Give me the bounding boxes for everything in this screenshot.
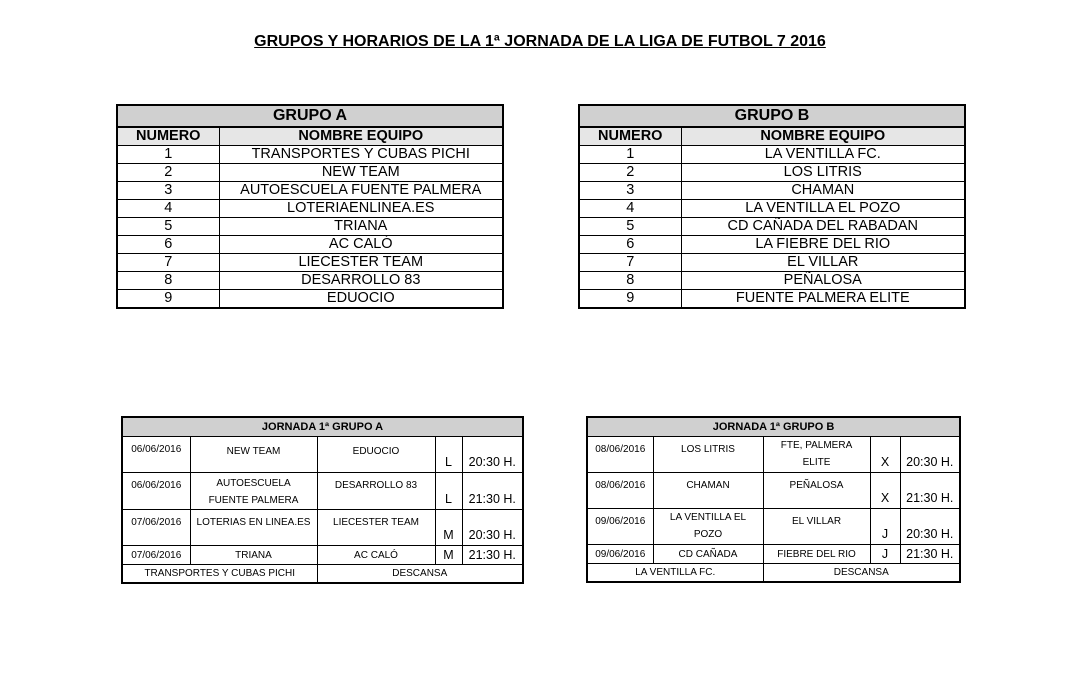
table-row <box>579 236 965 254</box>
table-row <box>579 290 965 309</box>
match-day: X <box>870 437 900 473</box>
table-row <box>587 473 960 509</box>
match-time: 21:30 H. <box>462 546 523 565</box>
table-row <box>122 473 523 510</box>
team-name: DESARROLLO 83 <box>219 272 503 290</box>
match-day: M <box>435 546 462 565</box>
home-team: TRIANA <box>190 546 317 565</box>
table-row <box>122 437 523 473</box>
table-row <box>579 254 965 272</box>
match-time: 21:30 H. <box>462 473 523 510</box>
team-name: TRANSPORTES Y CUBAS PICHI <box>219 146 503 164</box>
rest-label: DESCANSA <box>763 564 960 582</box>
team-name: NEW TEAM <box>219 164 503 182</box>
match-time: 21:30 H. <box>900 473 960 509</box>
page-title: GRUPOS Y HORARIOS DE LA 1ª JORNADA DE LA LIGA DE FUTBOL 7 2016 <box>254 33 826 50</box>
rest-team: TRANSPORTES Y CUBAS PICHI <box>122 565 317 583</box>
match-day: L <box>435 473 462 510</box>
rest-team: LA VENTILLA FC. <box>587 564 763 582</box>
rest-row <box>122 565 523 583</box>
home-team: LA VENTILLA EL POZO <box>653 509 763 545</box>
table-row <box>117 236 503 254</box>
team-number: 4 <box>117 200 219 218</box>
away-team: EDUOCIO <box>317 437 435 473</box>
grupo-b-header: GRUPO B <box>579 105 965 127</box>
away-team: EL VILLAR <box>763 509 870 545</box>
match-day: J <box>870 509 900 545</box>
away-team: DESARROLLO 83 <box>317 473 435 510</box>
table-row <box>587 509 960 545</box>
team-number: 2 <box>117 164 219 182</box>
team-number: 7 <box>117 254 219 272</box>
match-day: J <box>870 545 900 564</box>
table-row <box>117 200 503 218</box>
rest-label: DESCANSA <box>317 565 523 583</box>
team-number: 5 <box>579 218 681 236</box>
grupo-b-table <box>578 104 966 309</box>
match-time: 20:30 H. <box>462 510 523 546</box>
away-team: LIECESTER TEAM <box>317 510 435 546</box>
table-row <box>117 254 503 272</box>
team-number: 7 <box>579 254 681 272</box>
team-name: FUENTE PALMERA ELITE <box>681 290 965 309</box>
team-name: LA FIEBRE DEL RIO <box>681 236 965 254</box>
match-date: 07/06/2016 <box>122 510 190 546</box>
match-day: L <box>435 437 462 473</box>
table-row <box>117 164 503 182</box>
team-number: 8 <box>579 272 681 290</box>
team-number: 2 <box>579 164 681 182</box>
match-date: 08/06/2016 <box>587 437 653 473</box>
team-number: 5 <box>117 218 219 236</box>
home-team: LOTERIAS EN LINEA.ES <box>190 510 317 546</box>
match-time: 21:30 H. <box>900 545 960 564</box>
team-number: 1 <box>579 146 681 164</box>
team-name: LA VENTILLA EL POZO <box>681 200 965 218</box>
team-number: 3 <box>117 182 219 200</box>
table-row <box>117 146 503 164</box>
team-number: 9 <box>117 290 219 309</box>
match-date: 07/06/2016 <box>122 546 190 565</box>
team-name: AC CALÓ <box>219 236 503 254</box>
home-team: NEW TEAM <box>190 437 317 473</box>
table-row <box>117 218 503 236</box>
team-name: LOS LITRIS <box>681 164 965 182</box>
match-date: 09/06/2016 <box>587 509 653 545</box>
table-row <box>579 164 965 182</box>
team-number: 4 <box>579 200 681 218</box>
team-name: LA VENTILLA FC. <box>681 146 965 164</box>
team-number: 6 <box>117 236 219 254</box>
grupo-b-col-nombre: NOMBRE EQUIPO <box>681 127 965 146</box>
table-row <box>117 272 503 290</box>
team-number: 6 <box>579 236 681 254</box>
grupo-a-col-numero: NUMERO <box>117 127 219 146</box>
table-row <box>579 272 965 290</box>
jornada-a-header: JORNADA 1ª GRUPO A <box>122 417 523 437</box>
home-team: LOS LITRIS <box>653 437 763 473</box>
team-name: AUTOESCUELA FUENTE PALMERA <box>219 182 503 200</box>
grupo-b-col-numero: NUMERO <box>579 127 681 146</box>
team-name: CHAMAN <box>681 182 965 200</box>
table-row <box>579 182 965 200</box>
table-row <box>587 437 960 473</box>
jornada-b-table <box>586 416 961 583</box>
away-team: FTE, PALMERA ELITE <box>763 437 870 473</box>
table-row <box>117 290 503 309</box>
team-name: EDUOCIO <box>219 290 503 309</box>
home-team: CHAMAN <box>653 473 763 509</box>
match-date: 09/06/2016 <box>587 545 653 564</box>
rest-row <box>587 564 960 582</box>
team-number: 8 <box>117 272 219 290</box>
team-number: 3 <box>579 182 681 200</box>
match-time: 20:30 H. <box>900 509 960 545</box>
away-team: FIEBRE DEL RIO <box>763 545 870 564</box>
team-name: LOTERIAENLINEA.ES <box>219 200 503 218</box>
team-name: LIECESTER TEAM <box>219 254 503 272</box>
home-team: CD CAÑADA <box>653 545 763 564</box>
team-name: EL VILLAR <box>681 254 965 272</box>
table-row <box>122 546 523 565</box>
grupo-a-header: GRUPO A <box>117 105 503 127</box>
table-row <box>579 146 965 164</box>
table-row <box>122 510 523 546</box>
match-date: 08/06/2016 <box>587 473 653 509</box>
table-row <box>579 218 965 236</box>
match-date: 06/06/2016 <box>122 437 190 473</box>
match-day: M <box>435 510 462 546</box>
table-row <box>117 182 503 200</box>
match-time: 20:30 H. <box>462 437 523 473</box>
team-number: 1 <box>117 146 219 164</box>
away-team: AC CALÓ <box>317 546 435 565</box>
match-time: 20:30 H. <box>900 437 960 473</box>
match-date: 06/06/2016 <box>122 473 190 510</box>
away-team: PEÑALOSA <box>763 473 870 509</box>
team-number: 9 <box>579 290 681 309</box>
team-name: TRIANA <box>219 218 503 236</box>
grupo-a-col-nombre: NOMBRE EQUIPO <box>219 127 503 146</box>
table-row <box>579 200 965 218</box>
jornada-a-table <box>121 416 524 584</box>
match-day: X <box>870 473 900 509</box>
team-name: PEÑALOSA <box>681 272 965 290</box>
grupo-a-table <box>116 104 504 309</box>
home-team: AUTOESCUELA FUENTE PALMERA <box>190 473 317 510</box>
jornada-b-header: JORNADA 1ª GRUPO B <box>587 417 960 437</box>
team-name: CD CAÑADA DEL RABADAN <box>681 218 965 236</box>
table-row <box>587 545 960 564</box>
